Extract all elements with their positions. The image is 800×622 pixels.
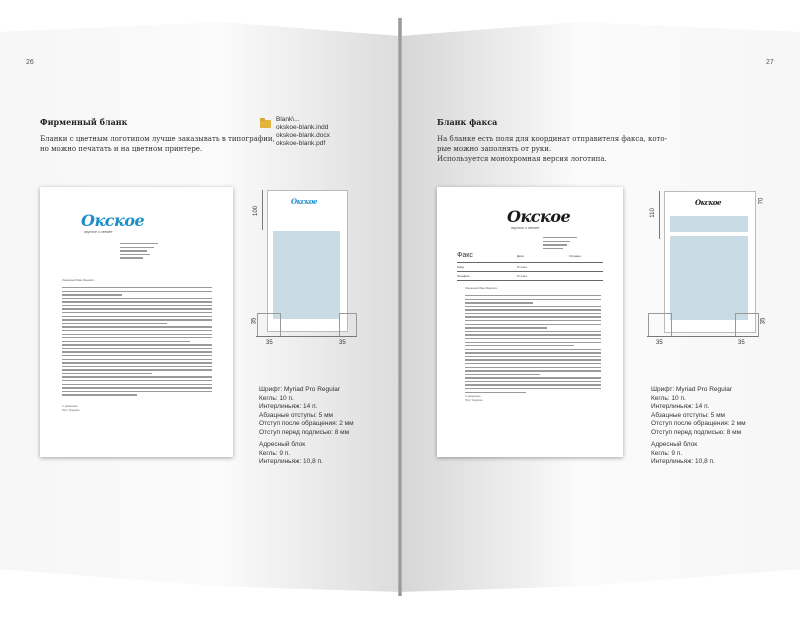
spec-line: Отступ перед подписью: 8 мм [259,428,350,436]
file-item[interactable]: okskoe-blank.docx [276,132,330,139]
letter-salutation: Уважаемый Иван Иванович, [62,279,95,282]
spec-line: Интерлиньяж: 14 п. [259,403,318,410]
fold-box-right [735,313,759,337]
thumb-text-block [273,231,340,319]
fax-salutation: Уважаемый Иван Иванович, [465,287,498,290]
fax-sheet [437,187,623,457]
fold-box-left [648,313,672,337]
dim-label-side: 35 [251,317,258,325]
spec-line: Кегль: 9 п. [651,449,683,457]
file-item[interactable]: okskoe-blank.pdf [276,140,326,147]
letter-specs [259,386,354,467]
fax-body [465,295,601,395]
spec-line: Интерлиньяж: 10,8 п. [651,458,715,465]
spec-line: Кегль: 10 п. [651,394,686,402]
letter-body-1 [62,287,212,398]
page-number-right: 27 [766,59,774,66]
letter-address-block [120,243,158,261]
dim-line-bottom [256,336,357,337]
fold-box-left [257,313,281,337]
thumb-logo: Окское [695,198,721,207]
dim-label-bottom-right: 35 [339,340,346,346]
spec-line: Шрифт: Myriad Pro Regular [651,386,732,393]
spec-line: Адресный блок [651,441,698,448]
spec-line: Шрифт: Myriad Pro Regular [259,386,340,393]
fax-field-line [457,262,603,263]
description-line-1: На бланке есть поля для координат отправителя факса, кото- [437,135,668,143]
spec-line: Абзацные отступы: 5 мм [259,411,334,419]
thumb-logo: Окское [291,197,317,206]
thumb-text-block [670,236,748,320]
spec-line: Отступ после обращения: 2 мм [259,420,354,427]
dim-label-side: 35 [760,317,767,325]
file-item[interactable]: okskoe-blank.indd [276,124,329,131]
letter-logo: Окское [81,211,145,230]
letterhead-description [40,134,275,154]
fax-sign-1: С уважением, [465,395,482,398]
fax-specs [651,386,746,467]
book-spine [398,18,402,596]
page-number-left: 26 [26,59,34,66]
fax-sign-2: Пётр Теодорин [465,399,483,402]
spec-line: Адресный блок [259,441,306,448]
fax-to-label: Кому [457,265,465,269]
thumb-fax-fields [670,216,748,232]
fax-date-label: Дата [517,254,524,258]
fax-fax-label: От кого [517,274,528,278]
section-heading-letterhead: Фирменный бланк [40,117,128,127]
fax-from-label: От кого [517,265,528,269]
file-list [276,116,330,148]
dim-label-top: 110 [649,208,656,218]
fax-title: Факс [457,252,473,259]
spec-line: Отступ после обращения: 2 мм [651,420,746,427]
letter-tagline: вкусное и свежее [84,230,113,234]
letter-layout-thumbnail [267,190,348,332]
fax-field-line [457,271,603,272]
dim-line-top [659,191,660,239]
dim-label-right: 70 [758,197,765,205]
fax-description [437,134,667,164]
dim-label-bottom-left: 35 [266,340,273,346]
description-line-1: Бланки с цветным логотипом лучше заказывать в типографии, [40,135,275,143]
fax-tagline: вкусное и свежее [511,226,540,230]
dim-line-top [262,190,263,230]
spec-line: Кегль: 10 п. [259,394,294,402]
fax-layout-thumbnail [664,191,756,333]
dim-label-top: 100 [253,205,260,217]
letter-sign-1: С уважением, [62,405,79,408]
spec-line: Кегль: 9 п. [259,449,291,457]
dim-line-bottom [647,336,758,337]
fax-field-line [457,280,603,281]
spec-line: Интерлиньяж: 10,8 п. [259,458,323,465]
fold-box-right [339,313,357,337]
fax-address-block [543,237,577,251]
letterhead-sheet [40,187,233,457]
spec-line: Абзацные отступы: 5 мм [651,411,726,419]
spec-line: Отступ перед подписью: 8 мм [651,428,742,436]
dim-label-bottom-left: 35 [656,340,663,346]
spec-line: Интерлиньяж: 14 п. [651,403,710,410]
description-line-2: но можно печатать и на цветном принтере. [40,145,203,153]
description-line-3: Используется монохромная версия логотипа. [437,155,607,163]
description-line-2: рые можно заполнять от руки. [437,145,552,153]
fax-logo: Окское [507,207,571,226]
fax-phone-label: Телефон [457,274,470,278]
file-item[interactable]: Blank\... [276,116,300,123]
fax-pages-label: Страниц [569,254,581,258]
section-heading-fax: Бланк факса [437,117,498,127]
folder-icon [260,120,271,128]
dim-label-bottom-right: 35 [738,340,745,346]
letter-sign-2: Пётр Теодорин [62,409,80,412]
